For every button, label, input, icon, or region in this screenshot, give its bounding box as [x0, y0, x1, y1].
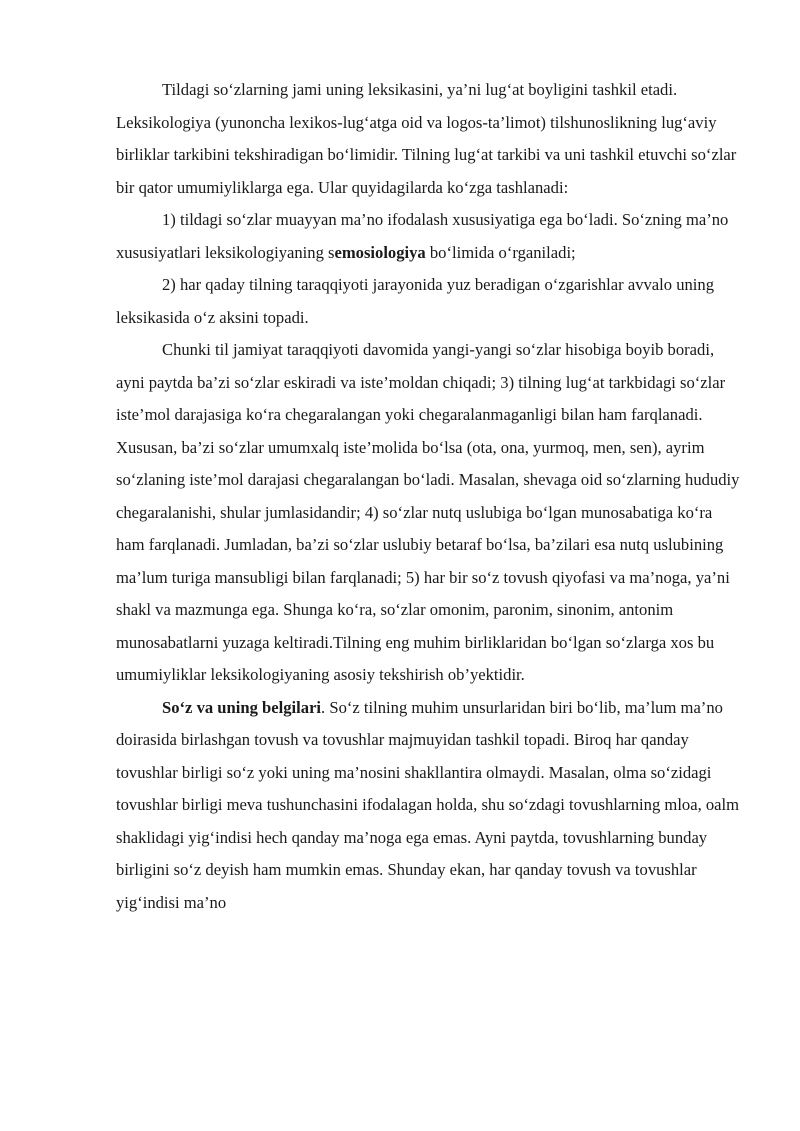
paragraph-word-signs — [116, 692, 744, 920]
feature-1-tail: bo‘limida o‘rganiladi; — [425, 242, 576, 262]
word-signs-text: . So‘z tilning muhim unsurlaridan biri bo‘lib, ma’lum ma’no doirasida birlashgan tovush va tovushlar majmuyidan tashkil topadi. Biroq har qanday tovushlar birligi so‘z yoki uning ma’nosini shakllantira olmaydi. Masalan, olma so‘zidagi tovushlar birligi meva tushunchasini ifodalagan holda, shu so‘zdagi tovushlarning mloa, oalm shaklidagi yig‘indisi hech qanday ma’noga ega emas. Ayni paytda, tovushlarning bunday birligini so‘z deyish ham mumkin emas. Shunday ekan, har qanday tovush va tovushlar yig‘indisi ma’no — [116, 697, 740, 912]
paragraph-feature-2: 2) har qaday tilning taraqqiyoti jarayonida yuz beradigan o‘zgarishlar avvalo uning leksikasida o‘z aksini topadi. — [116, 275, 715, 327]
paragraph-feature-1 — [116, 204, 744, 269]
term-semasiology: emosiologiya — [334, 242, 426, 262]
paragraph-features-3-5: Chunki til jamiyat taraqqiyoti davomida yangi-yangi so‘zlar hisobiga boyib boradi, ayni paytda ba’zi so‘zlar eskiradi va iste’moldan chiqadi; 3) tilning lug‘at tarkbidagi so‘zlar iste’mol darajasiga ko‘ra chegaralangan yoki chegaralanmaganligi bilan ham farqlanadi. Xususan, ba’zi so‘zlar umumxalq iste’molida bo‘lsa (ota, ona, yurmoq, men, sen), ayrim so‘zlaning iste’mol darajasi chegaralangan bo‘ladi. Masalan, shevaga oid so‘zlarning hududiy chegaralanishi, shular jumlasidandir; 4) so‘zlar nutq uslubiga bo‘lgan munosabatiga ko‘ra ham farqlanadi. Jumladan, ba’zi so‘zlar uslubiy betaraf bo‘lsa, ba’zilari esa nutq uslubining ma’lum turiga mansubligi bilan farqlanadi; 5) har bir so‘z tovush qiyofasi va ma’noga, ya’ni shakl va mazmunga ega. Shunga ko‘ra, so‘zlar omonim, paronim, sinonim, antonim munosabatlarni yuzaga keltiradi.Tilning eng muhim birliklaridan bo‘lgan so‘zlarga xos bu umumiyliklar leksikologiyaning asosiy tekshirish ob’yektidir. — [116, 340, 740, 684]
feature-1-text: 1) tildagi so‘zlar muayyan ma’no ifodalash xususiyatiga ega bo‘ladi. So‘zning ma’no xususiyatlari leksikologiyaning s — [116, 210, 729, 262]
paragraph-lexicon-intro: Tildagi so‘zlarning jami uning leksikasini, ya’ni lug‘at boyligini tashkil etadi. Leksikologiya (yunoncha lexikos-lug‘atga oid va logos-ta’limot) tilshunoslikning lug‘aviy birliklar tarkibini tekshiradigan bo‘limidir. Tilning lug‘at tarkibi va uni tashkil etuvchi so‘zlar bir qator umumiyliklarga ega. Ular quyidagilarda ko‘zga tashlanadi: — [116, 80, 737, 197]
document-page — [116, 74, 744, 919]
section-heading-word-signs: So‘z va uning belgilari — [162, 697, 322, 717]
